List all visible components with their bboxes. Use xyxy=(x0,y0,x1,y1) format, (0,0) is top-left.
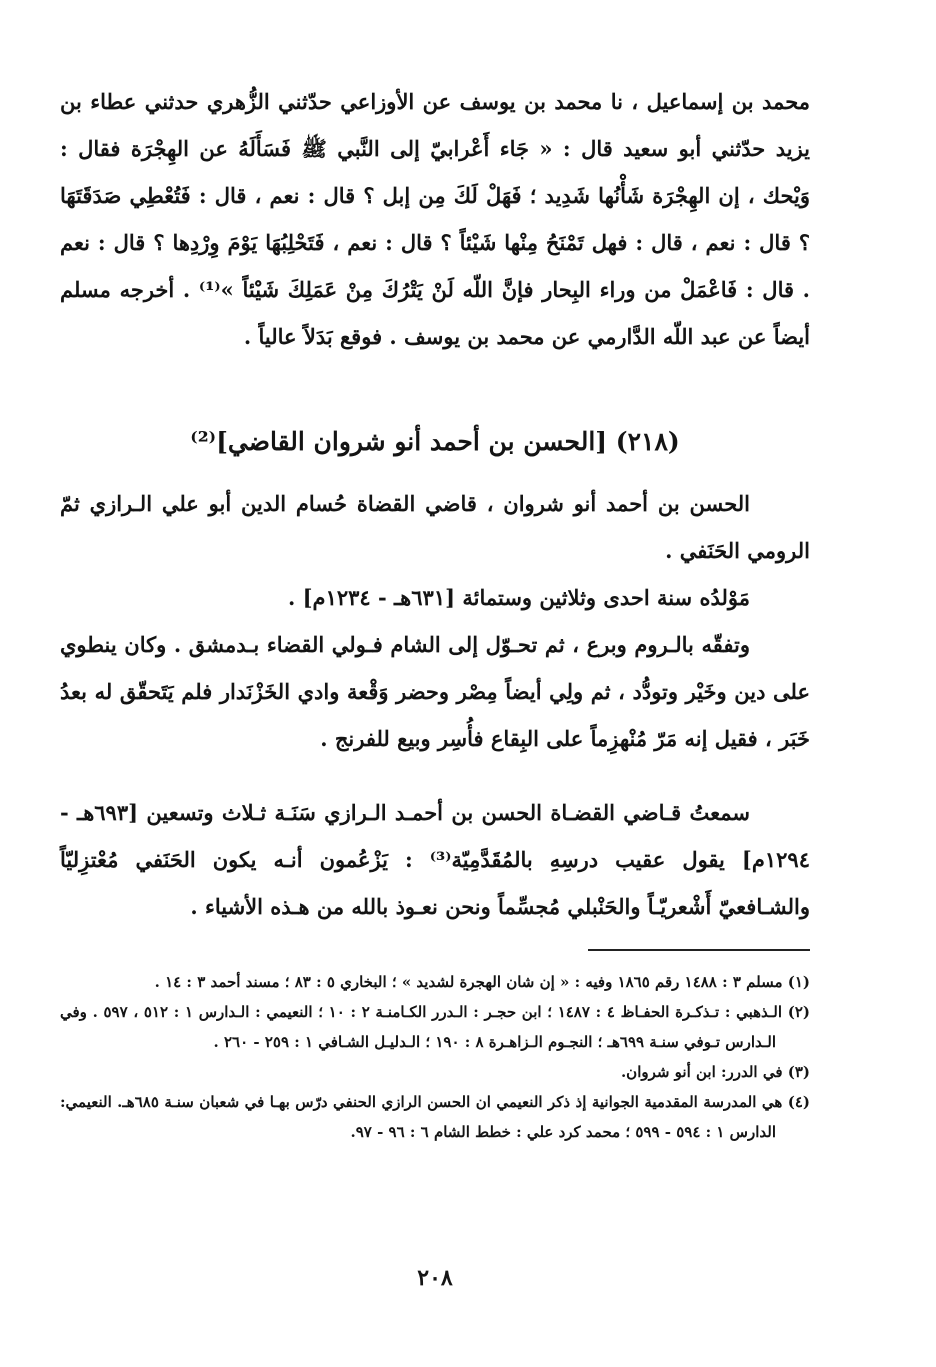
biography-paragraph: الحسن بن أحمد أنو شروان ، قاضي القضاة حُسام الدين أبو علي الـرازي ثمّ الرومي الحَنَفي . xyxy=(60,491,810,563)
book-page xyxy=(60,0,810,1367)
footnote-2: (٢) الـذهبي : تـذكـرة الحفـاظ ٤ : ١٤٨٧ ؛ ابن حجـر : الـدرر الكـامنـة ٢ : ١٠ ؛ النعيمي : الـدارس ١ : ٥١٢ ، ٥٩٧ . وفي الـدارس تـوفي سنـة ٦٩٩هـ ؛ النجـوم الـزاهـرة ٨ : ١٩٠ ؛ الـدليـل الشـافي ١ : ٢٥٩ - ٢٦٠ . xyxy=(60,1003,810,1051)
page-number: ٢٠٨ xyxy=(417,1265,453,1291)
birth-paragraph: مَوْلدُه سنة احدى وثلاثين وستمائة [٦٣١هـ - ١٢٣٤م] . xyxy=(288,585,750,610)
footnote-4: (٤) هي المدرسة المقدمية الجوانية إذ ذكر النعيمي ان الحسن الرازي الحنفي درّس بهـا في شعبان سنـة ٦٨٥هـ. النعيمي: الدارس ١ : ٥٩٤ - ٥٩٩ ؛ محمد كرد علي : خطط الشام ٦ : ٩٦ - ٩٧. xyxy=(60,1093,810,1141)
section-heading: (٢١٨) [الحسن بن أحمد أنو شروان القاضي]⁽²⁾ xyxy=(190,427,680,456)
quote-paragraph: سمعتُ قـاضي القضـاة الحسن بن أحمـد الـرازي سَنَـة ثـلاث وتسعين [٦٩٣هـ - ١٢٩٤م] يقول عقيب درسِهِ بالمُقَدَّمِيّة⁽³⁾ : يَزْعُمون أنـه يكون الحَنَفي مُعْتزِليّاً والشـافعيّ أَشْعريّـاً والحَنْبلي مُجسِّماً ونحن نعـوذ بالله من هـذه الأشياء . xyxy=(60,800,810,919)
hadith-paragraph: محمد بن إسماعيل ، نا محمد بن يوسف عن الأوزاعي حدّثني الزُّهري حدثني عطاء بن يزيد حدّثني أبو سعيد قال : « جَاء أَعْرابيّ إلى النَّبي ﷺ فَسَأَلَهُ عن الهِجْرَة فقال : وَيْحك ، إن الهِجْرَة شَأْنُها شَدِيد ؛ فَهَلْ لَكَ مِن إبل ؟ قال : نعم ، قال : فَتُعْطِي صَدَقَتَهَا ؟ قال : نعم ، قال : فهل تَمْنَحُ مِنْها شَيْئاً ؟ قال : نعم ، فَتَحْلِبُهَا يَوْمَ وِرْدِها ؟ قال : نعم . قال : فَاعْمَلْ من وراء البِحار فإنَّ اللّه لَنْ يَتْرُكَ مِنْ عَمَلِكَ شَيْئاً »⁽¹⁾ . أخرجه مسلم أيضاً عن عبد اللّه الدَّارمي عن محمد بن يوسف . فوقع بَدَلاً عالياً . xyxy=(60,89,810,349)
footnotes-list xyxy=(60,967,810,1147)
footnote-3: (٣) في الدرر: ابن أنو شروان. xyxy=(620,1063,810,1081)
career-paragraph: وتفقّه بالـروم وبرع ، ثم تحـوّل إلى الشام فـولي القضاء بـدمشق . وكان ينطوي على دين وخَيْر وتودُّد ، ثم ولِي أيضاً مِصْر وحضر وَقْعة وادي الخَزْنَدار فلم يَتَحقّق له بعدُ خَبَر ، فقيل إنه مَرّ مُنْهزِماً على البِقاع فأُسِر وبيع للفرنج . xyxy=(60,632,810,751)
footnote-divider xyxy=(588,949,810,951)
footnote-1: (١) مسلم ٣ : ١٤٨٨ رقم ١٨٦٥ وفيه : « إن شان الهجرة لشديد » ؛ البخاري ٥ : ٨٣ ؛ مسند أحمد ٣ : ١٤ . xyxy=(154,973,810,991)
